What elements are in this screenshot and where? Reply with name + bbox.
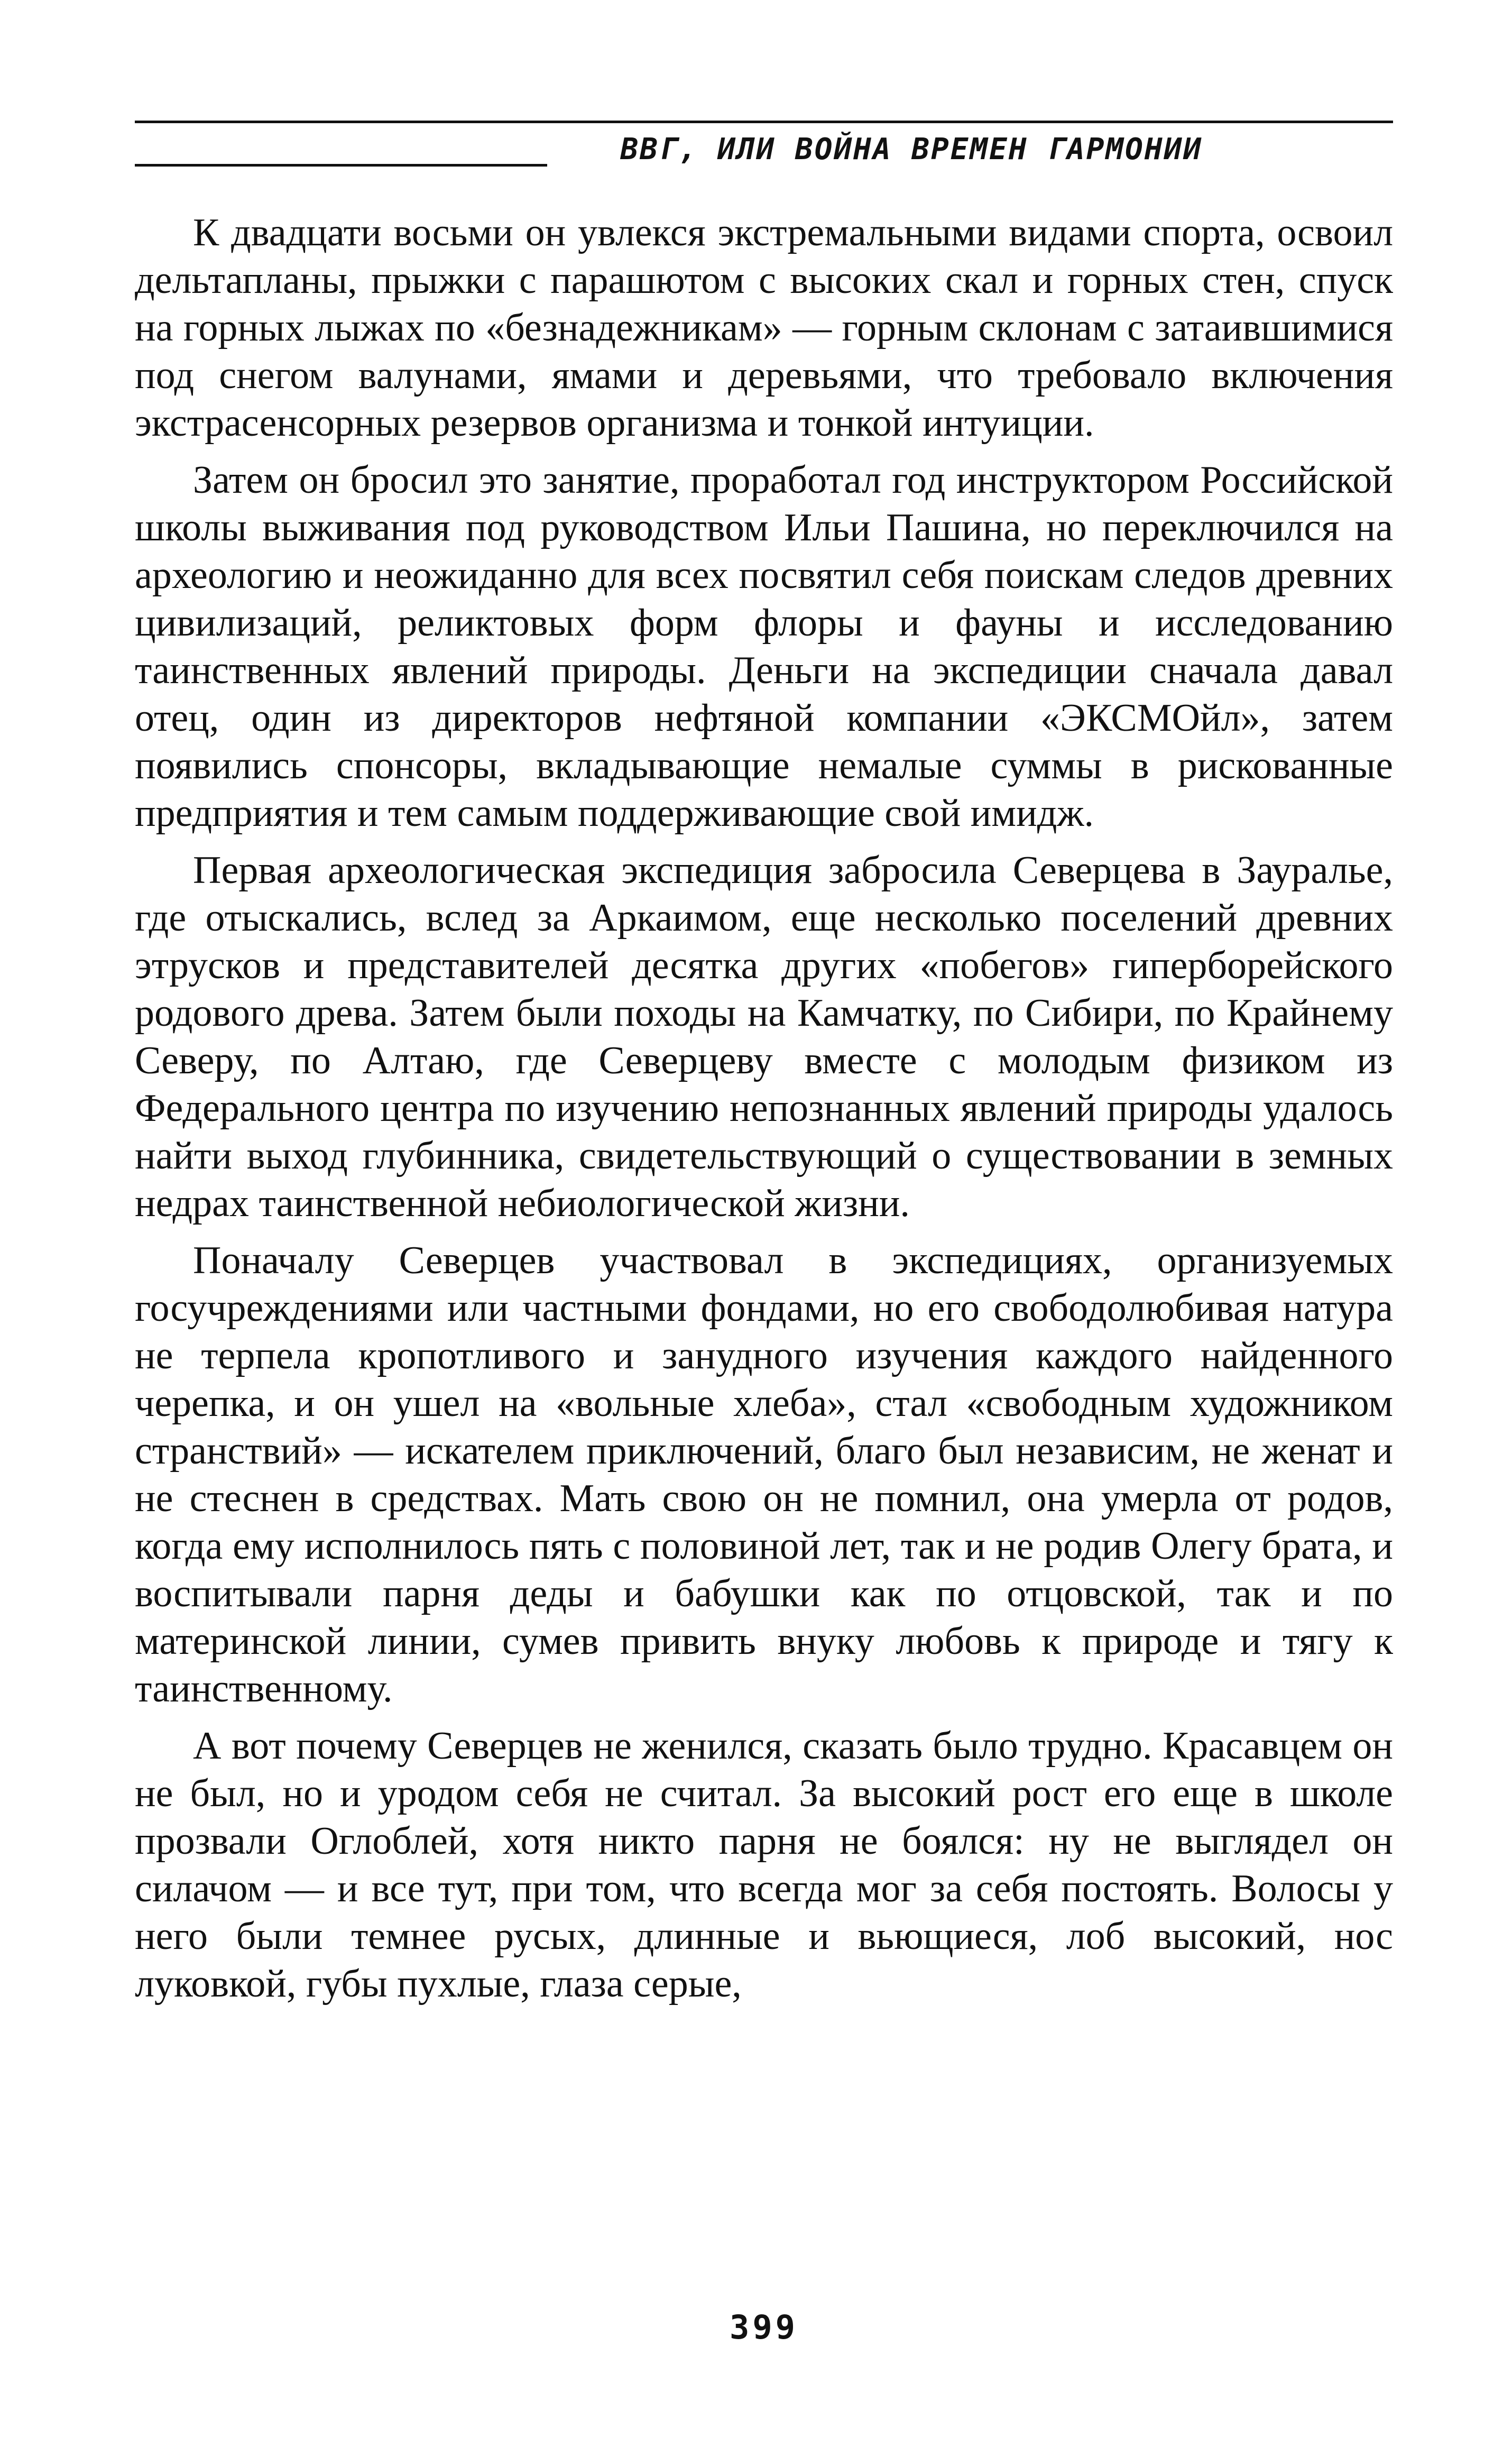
running-head-title: ВВГ, ИЛИ ВОЙНА ВРЕМЕН ГАРМОНИИ — [620, 132, 1203, 167]
body-text — [135, 209, 1393, 2017]
paragraph: Затем он бросил это занятие, проработал год инструктором Российской школы выживания под руководством Ильи Пашина, но переключился на археологию и неожиданно для всех посвятил себя поискам следов древних цивилизаций, реликтовых форм флоры и фауны и исследованию таинственных явлений природы. Деньги на экспедиции сначала давал отец, один из директоров нефтяной компании «ЭКСМОйл», затем появились спонсоры, вкладывающие немалые суммы в рискованные предприятия и тем самым поддерживающие свой имидж. — [135, 458, 1393, 835]
running-head — [135, 121, 1393, 171]
paragraph: Первая археологическая экспедиция забросила Северцева в Зауралье, где отыскались, вслед за Аркаимом, еще несколько поселений древних этрусков и представителей десятка других «побегов» гиперборейского родового древа. Затем были походы на Камчатку, по Сибири, по Крайнему Северу, по Алтаю, где Северцеву вместе с молодым физиком из Федерального центра по изучению непознанных явлений природы удалось найти выход глубинника, свидетельствующий о существовании в земных недрах таинственной небиологической жизни. — [135, 849, 1393, 1225]
paragraph: Поначалу Северцев участвовал в экспедициях, организуемых госучреждениями или частными фондами, но его свободолюбивая натура не терпела кропотливого и занудного изучения каждого найденного черепка, и он ушел на «вольные хлеба», стал «свободным художником странствий» — искателем приключений, благо был независим, не женат и не стеснен в средствах. Мать свою он не помнил, она умерла от родов, когда ему исполнилось пять с половиной лет, так и не родив Олегу брата, и воспитывали парня деды и бабушки как по отцовской, так и по материнской линии, сумев привить внуку любовь к природе и тягу к таинственному. — [135, 1239, 1393, 1710]
book-page — [135, 0, 1393, 2447]
running-head-rule — [135, 164, 547, 167]
paragraph: К двадцати восьми он увлекся экстремальными видами спорта, освоил дельтапланы, прыжки с парашютом с высоких скал и горных стен, спуск на горных лыжах по «безнадежникам» — горным склонам с затаившимися под снегом валунами, ямами и деревьями, что требовало включения экстрасенсорных резервов организма и тонкой интуиции. — [135, 211, 1393, 445]
paragraph: А вот почему Северцев не женился, сказать было трудно. Красавцем он не был, но и уродом себя не считал. За высокий рост его еще в школе прозвали Оглоблей, хотя никто парня не боялся: ну не выглядел он силачом — и все тут, при том, что всегда мог за себя постоять. Волосы у него были темнее русых, длинные и вьющиеся, лоб высокий, нос луковкой, губы пухлые, глаза серые, — [135, 1724, 1393, 2006]
page-number: 399 — [730, 2308, 798, 2347]
